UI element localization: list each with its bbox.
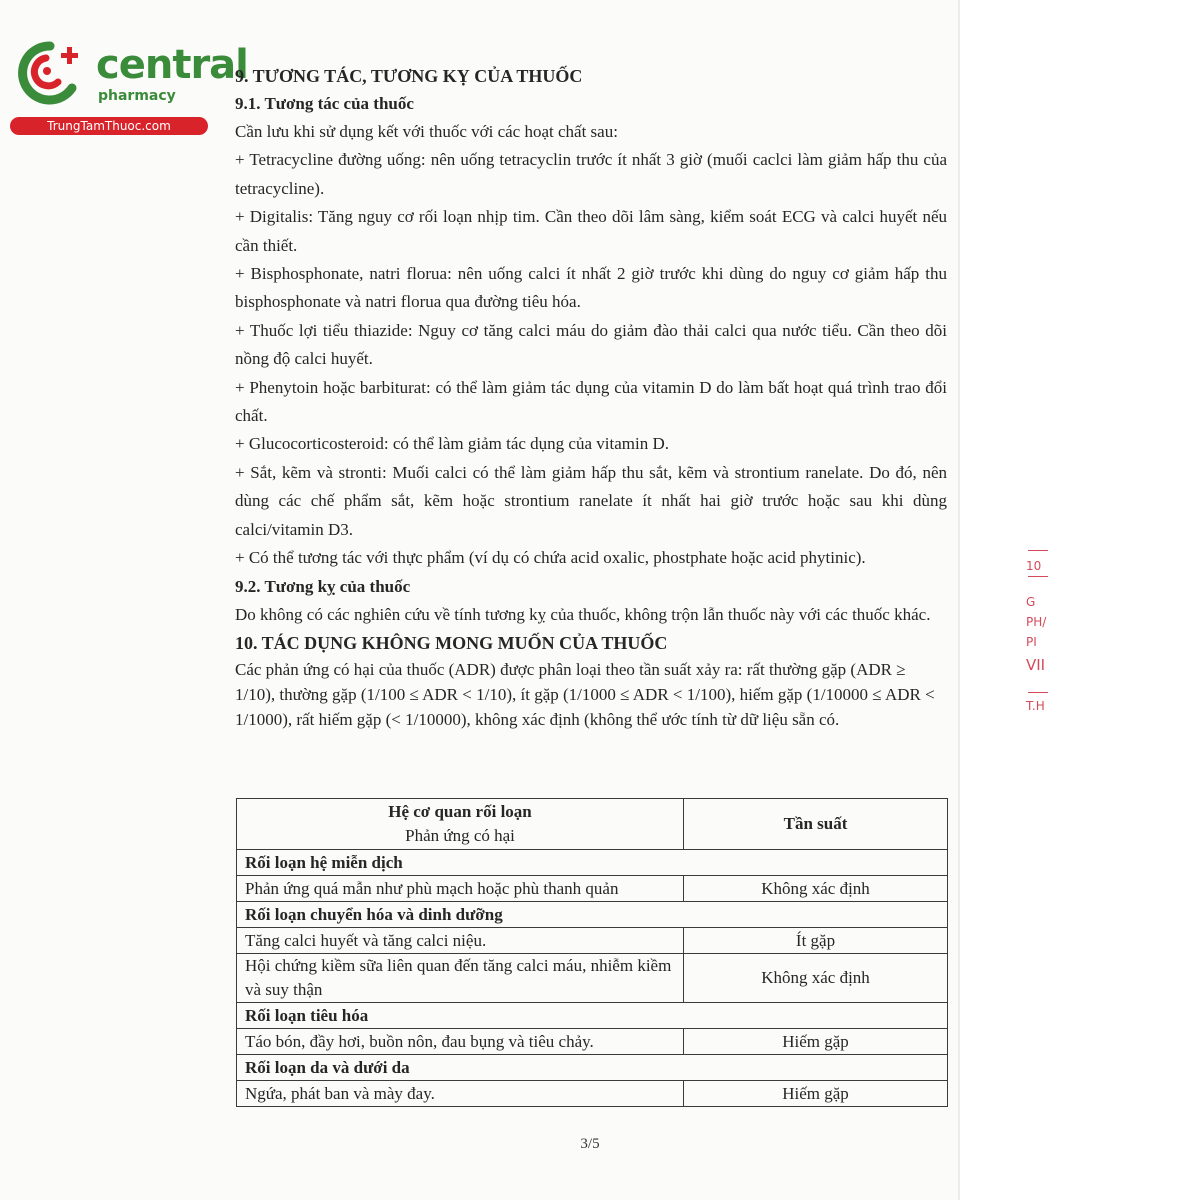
interaction-item: + Có thể tương tác với thực phẩm (ví dụ có chứa acid oxalic, phostphate hoặc acid phytinic).	[235, 548, 866, 568]
interaction-item: + Digitalis: Tăng nguy cơ rối loạn nhịp tim. Cần theo dõi lâm sàng, kiểm soát ECG và calci huyết nếu cần thiết.	[235, 207, 947, 255]
header-frequency: Tần suất	[684, 799, 948, 850]
table-row	[237, 1029, 948, 1055]
interaction-item: + Sắt, kẽm và stronti: Muối calci có thể làm giảm hấp thu sắt, kẽm và strontium ranelate. Do đó, nên dùng các chế phẩm sắt, kẽm hoặc strontium ranelate ít nhất hai giờ trước hoặc sau khi dùng calci/vitamin D3.	[235, 462, 947, 539]
stamp-line	[1028, 576, 1048, 577]
group-name: Rối loạn tiêu hóa	[237, 1003, 948, 1029]
interaction-item: + Phenytoin hoặc barbiturat: có thể làm giảm tác dụng của vitamin D do làm bất hoạt quá trình trao đổi chất.	[235, 377, 947, 426]
stamp-text: PI	[1026, 635, 1037, 649]
stamp-line	[1028, 550, 1048, 551]
table-row	[237, 1081, 948, 1107]
table-group-row	[237, 1055, 948, 1081]
section-10-intro: Các phản ứng có hại của thuốc (ADR) được phân loại theo tần suất xảy ra: rất thường gặp (ADR ≥ 1/10), thường gặp (1/100 ≤ ADR < 1/10), ít gặp (1/1000 ≤ ADR < 1/100), hiếm gặp (1/10000 ≤ ADR < 1/1000), rất hiếm gặp (< 1/10000), không xác định (không thể ước tính từ dữ liệu sẵn có.	[235, 659, 935, 729]
stamp-text: VII	[1026, 656, 1046, 674]
table-group-row	[237, 850, 948, 876]
reaction-cell: Tăng calci huyết và tăng calci niệu.	[237, 928, 684, 954]
frequency-cell: Không xác định	[684, 876, 948, 902]
table-row	[237, 876, 948, 902]
page-edge	[958, 0, 960, 1200]
header-organ-system	[237, 799, 684, 850]
document-content	[235, 62, 947, 732]
group-name: Rối loạn hệ miễn dịch	[237, 850, 948, 876]
table-header-row	[237, 799, 948, 850]
section-10-title: 10. TÁC DỤNG KHÔNG MONG MUỐN CỦA THUỐC	[235, 632, 668, 653]
adr-table	[236, 798, 948, 1107]
section-9-1-intro: Cần lưu khi sử dụng kết với thuốc với các hoạt chất sau:	[235, 122, 618, 141]
interaction-item: + Thuốc lợi tiểu thiazide: Nguy cơ tăng calci máu do giảm đào thải calci qua nước tiểu. Cần theo dõi nồng độ calci huyết.	[235, 320, 947, 369]
red-stamp-fragment	[1026, 548, 1066, 728]
section-9-title: 9. TƯƠNG TÁC, TƯƠNG KỴ CỦA THUỐC	[235, 66, 583, 86]
interaction-item: + Bisphosphonate, natri florua: nên uống calci ít nhất 2 giờ trước khi dùng do nguy cơ giảm hấp thu bisphosphonate và natri florua qua đường tiêu hóa.	[235, 264, 947, 312]
central-pharmacy-logo[interactable]	[10, 38, 248, 138]
reaction-cell: Phản ứng quá mẫn như phù mạch hoặc phù thanh quản	[237, 876, 684, 902]
logo-c-icon	[10, 38, 88, 108]
table-row	[237, 928, 948, 954]
logo-subtitle: pharmacy	[98, 88, 176, 104]
section-9-2-title: 9.2. Tương kỵ của thuốc	[235, 576, 411, 596]
page-number: 3/5	[580, 1136, 600, 1152]
section-9-1-title: 9.1. Tương tác của thuốc	[235, 94, 414, 113]
section-9-2-text: Do không có các nghiên cứu về tính tương kỵ của thuốc, không trộn lẫn thuốc này với các thuốc khác.	[235, 604, 931, 624]
interaction-item: + Glucocorticosteroid: có thể làm giảm tác dụng của vitamin D.	[235, 434, 669, 454]
stamp-text: PH/	[1026, 615, 1047, 629]
frequency-cell: Ít gặp	[684, 928, 948, 954]
stamp-line	[1028, 692, 1048, 693]
stamp-text: 10	[1026, 559, 1042, 573]
interaction-item: + Tetracycline đường uống: nên uống tetracyclin trước ít nhất 3 giờ (muối caclci làm giảm hấp thu của tetracycline).	[235, 150, 947, 198]
reaction-cell: Táo bón, đầy hơi, buồn nôn, đau bụng và tiêu chảy.	[237, 1029, 684, 1055]
frequency-cell: Hiếm gặp	[684, 1081, 948, 1107]
frequency-cell: Hiếm gặp	[684, 1029, 948, 1055]
logo-url-badge: TrungTamThuoc.com	[10, 117, 208, 135]
stamp-text: G	[1026, 595, 1036, 609]
group-name: Rối loạn da và dưới da	[237, 1055, 948, 1081]
table-group-row	[237, 902, 948, 928]
frequency-cell: Không xác định	[684, 954, 948, 1003]
group-name: Rối loạn chuyển hóa và dinh dưỡng	[237, 902, 948, 928]
table-row	[237, 954, 948, 1003]
header-reaction-label: Phản ứng có hại	[405, 826, 515, 845]
table-group-row	[237, 1003, 948, 1029]
reaction-cell: Ngứa, phát ban và mày đay.	[237, 1081, 684, 1107]
reaction-cell: Hội chứng kiềm sữa liên quan đến tăng calci máu, nhiễm kiềm và suy thận	[237, 954, 684, 1003]
stamp-text: T.H	[1026, 699, 1045, 713]
logo-name: central	[96, 42, 248, 88]
header-organ-system-label: Hệ cơ quan rối loạn	[388, 802, 532, 821]
